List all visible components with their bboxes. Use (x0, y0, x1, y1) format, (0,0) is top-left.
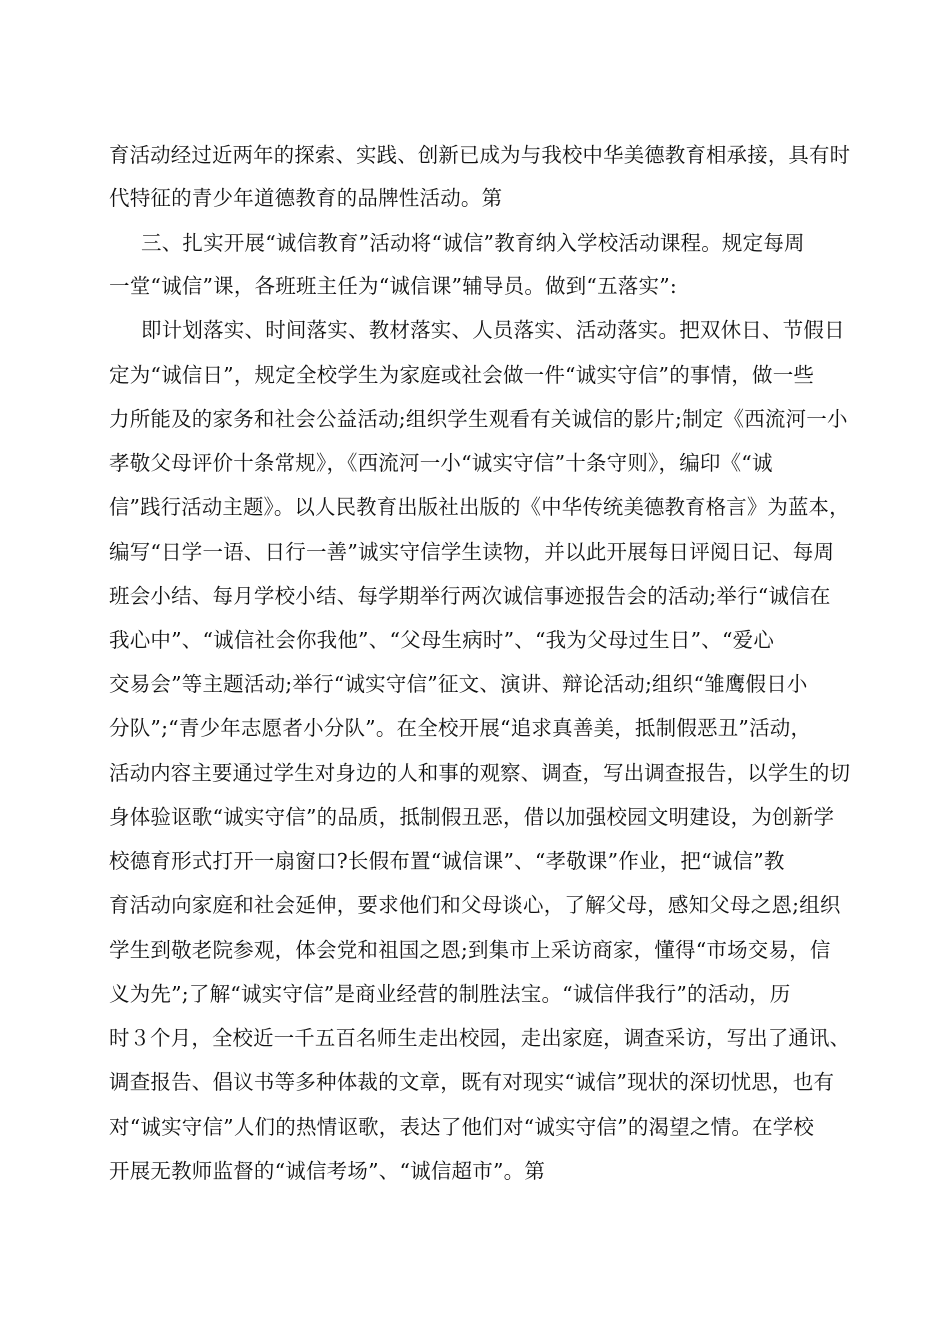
text-line: 育活动向家庭和社会延伸，要求他们和父母谈心，了解父母，感知父母之恩;组织 (109, 893, 841, 917)
text-line: 一堂“诚信”课，各班班主任为“诚信课”辅导员。做到“五落实”: (109, 274, 677, 298)
text-line: 代特征的青少年道德教育的品牌性活动。第 (109, 186, 503, 210)
text-line: 班会小结、每月学校小结、每学期举行两次诚信事迹报告会的活动;举行“诚信在 (109, 584, 831, 608)
text-line: 调查报告、倡议书等多种体裁的文章，既有对现实“诚信”现状的深切忧思，也有 (109, 1070, 835, 1094)
text-line: 孝敬父母评价十条常规》，《西流河一小“诚实守信”十条守则》，编印《“诚 (109, 451, 773, 475)
paragraph-first-line: 三、扎实开展“诚信教育”活动将“诚信”教育纳入学校活动课程。规定每周 (141, 231, 805, 255)
text-line: 信”践行活动主题》。以人民教育出版社出版的《中华传统美德教育格言》为蓝本， (109, 495, 850, 519)
text-line: 身体验讴歌“诚实守信”的品质，抵制假丑恶，借以加强校园文明建设，为创新学 (109, 805, 835, 829)
text-line: 校德育形式打开一扇窗口?长假布置“诚信课”、“孝敬课”作业，把“诚信”教 (109, 849, 785, 873)
paragraph-first-line: 即计划落实、时间落实、教材落实、人员落实、活动落实。把双休日、节假日 (141, 318, 845, 342)
text-line: 分队”;“青少年志愿者小分队”。在全校开展“追求真善美，抵制假恶丑”活动， (109, 716, 812, 740)
text-line: 义为先”;了解“诚实守信”是商业经营的制胜法宝。“诚信伴我行”的活动，历 (109, 982, 791, 1006)
text-line: 育活动经过近两年的探索、实践、创新已成为与我校中华美德教育相承接，具有时 (109, 143, 851, 167)
text-line: 定为“诚信日”，规定全校学生为家庭或社会做一件“诚实守信”的事情，做一些 (109, 363, 815, 387)
text-line: 编写“日学一语、日行一善”诚实守信学生读物，并以此开展每日评阅日记、每周 (109, 540, 835, 564)
text-line: 时３个月，全校近一千五百名师生走出校园，走出家庭，调查采访，写出了通讯、 (109, 1026, 851, 1050)
text-line: 力所能及的家务和社会公益活动;组织学生观看有关诚信的影片;制定《西流河一小 (109, 407, 848, 431)
text-line: 我心中”、“诚信社会你我他”、“父母生病时”、“我为父母过生日”、“爱心 (109, 628, 775, 652)
text-line: 交易会”等主题活动;举行“诚实守信”征文、演讲、辩论活动;组织“雏鹰假日小 (109, 672, 808, 696)
text-line: 活动内容主要通过学生对身边的人和事的观察、调查，写出调查报告，以学生的切 (109, 761, 851, 785)
text-line: 对“诚实守信”人们的热情讴歌，表达了他们对“诚实守信”的渴望之情。在学校 (109, 1115, 815, 1139)
text-line: 学生到敬老院参观，体会党和祖国之恩;到集市上采访商家，懂得“市场交易，信 (109, 938, 831, 962)
text-line: 开展无教师监督的“诚信考场”、“诚信超市”。第 (109, 1159, 546, 1183)
